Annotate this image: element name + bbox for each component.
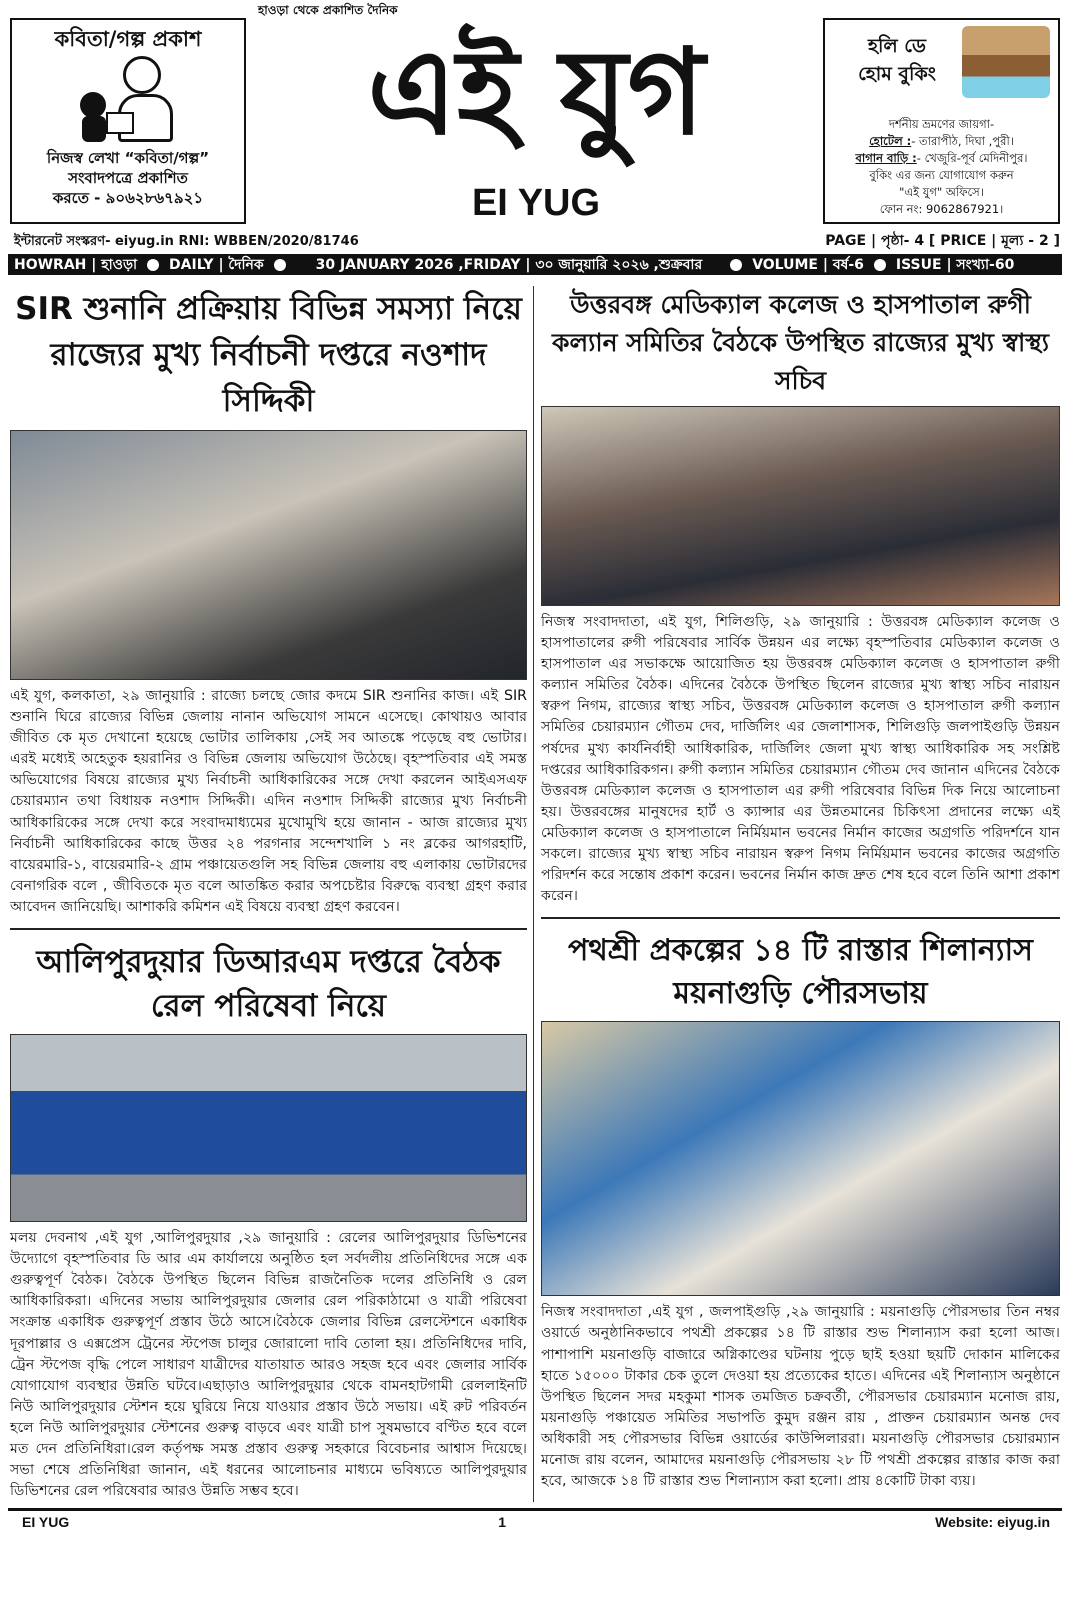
footer-brand: EI YUG <box>22 1514 70 1531</box>
bullet-icon <box>274 259 286 271</box>
article-body: নিজস্ব সংবাদদাতা ,এই যুগ , জলপাইগুড়ি ,২৯ জানুয়ারি : ময়নাগুড়ি পৌরসভার তিন নম্বর ওয়ার্ডে অনুষ্ঠানিকভাবে পথশ্রী প্রকল্পের ১৪ টি রাস্তার শুভ শিলান্যাস করা হলো আজ। পাশাপাশি ময়নাগুড়ি বাজারে অগ্নিকাণ্ডের ঘটনায় পুড়ে ছাই হওয়া ছয়টি দোকান মালিকের হাতে ১৫০০০ টাকার চেক তুলে দেওয়া হয় প্রত্যেকের হাতে। এদিনের এই শিলান্যাস অনুষ্ঠানে উপস্থিত ছিলেন সদর মহকুমা শাসক তমজিত চক্রবর্তী, পৌরসভার চেয়ারম্যান মনোজ রায়, ময়নাগুড়ি পঞ্চায়েত সমিতির সভাপতি কুমুদ রঞ্জন রায় , প্রাক্তন চেয়ারম্যান অনন্ত দেব অধিকারী সহ পৌরসভার বিভিন্ন ওয়ার্ডের কাউন্সিলাররা। ময়নাগুড়ি পৌরসভার চেয়ারম্যান মনোজ রায় বলেন, আমাদের ময়নাগুড়ি পৌরসভায় ২৮ টি পথশ্রী প্রকল্পের রাস্তার কাজ করা হবে, আজকে ১৪ টি রাস্তার শুভ শিলান্যাস করা হলো। প্রায় ৪কোটি টাকা ব্যয়। <box>541 1304 1060 1490</box>
section-divider <box>541 917 1060 919</box>
article-body: নিজস্ব সংবাদদাতা, এই যুগ, শিলিগুড়ি, ২৯ জানুয়ারি : উত্তরবঙ্গ মেডিক্যাল কলেজ ও হাসপাতালের রুগী পরিষেবার সার্বিক উন্নয়ন এর লক্ষ্যে বৃহস্পতিবার মেডিক্যাল কলেজ ও হাসপাতাল এর সভাকক্ষে আয়োজিত হয় উত্তরবঙ্গ মেডিক্যাল কলেজ ও হাসপাতাল রুগী কল্যান সমিতির বৈঠক। এদিনের বৈঠকে উপস্থিত ছিলেন রাজ্যের মুখ্য স্বাস্থ্য সচিব নারায়ন স্বরুপ নিগম, রাজ্যের স্বাস্থ্য সচিব, উত্তরবঙ্গ মেডিক্যাল কলেজ ও হাসপাতাল রুগী কল্যান সমিতির চেয়ারম্যান গৌতম দেব, দার্জিলিং এর জেলাশাসক, শিলিগুড়ি জলপাইগুড়ি উন্নয়ন পর্ষদের মুখ্য কার্যনির্বাহী আধিকারিক, দার্জিলিং জেলা মুখ্য স্বাস্থ্য আধিকারিক সহ সংশ্লিষ্ট দপ্তরের আধিকারিকগন। রুগী কল্যান সমিতির চেয়ারম্যান গৌতম দেব জানান এদিনের বৈঠকে উত্তরবঙ্গ মেডিক্যাল কলেজ ও হাসপাতাল এর রুগী পরিষেবার বিভিন্ন দিক নিয়ে আলোচনা হয়। উত্তরবঙ্গের মানুষদের হার্ট ও ক্যান্সার এর উন্নতমানের চিকিৎসা প্রদানের লক্ষ্যে এই মেডিক্যাল কলেজ ও হাসপাতালে নির্মিয়মান ভবনের নির্মান কাজের অগ্রগতি পরিদর্শনে যান সকলে। রাজ্যের মুখ্য স্বাস্থ্য সচিব নারায়ন স্বরুপ নিগম নির্মিয়মান ভবনের কাজের অগ্রগতি পরিদর্শন করে সন্তোষ প্রকাশ করেন। ভবনের নির্মান কাজ দ্রুত শেষ হবে বলে তিনি আশা প্রকাশ করেন। <box>541 614 1060 905</box>
ad-line: বুকিং এর জন্য যোগাযোগ করুন <box>869 168 1014 182</box>
masthead-area <box>0 0 1090 282</box>
article-body: মলয় দেবনাথ ,এই যুগ ,আলিপুরদুয়ার ,২৯ জানুয়ারি : রেলের আলিপুরদুয়ার ডিভিশনের উদ্যোগে বৃহস্পতিবার ডি আর এম কার্যালয়ে অনুষ্ঠিত হল সর্বদলীয় প্রতিনিধিদের সঙ্গে এক গুরুত্বপূর্ণ বৈঠক। বৈঠকে উপস্থিত ছিলেন বিভিন্ন রাজনৈতিক দলের প্রতিনিধি ও রেল আধিকারিকরা। এদিনের সভায় আলিপুরদুয়ার জেলার রেল পরিকাঠামো ও যাত্রী পরিষেবা সংক্রান্ত একাধিক গুরুত্বপূর্ণ প্রস্তাব উঠে আসে।বৈঠকে জেলার বিভিন্ন রেলস্টেশনে একাধিক দূরপাল্লার ও এক্সপ্রেস ট্রেনের স্টপেজ চালুর জোরালো দাবি তোলা হয়। প্রতিনিধিদের দাবি, ট্রেন স্টপেজ বৃদ্ধি পেলে সাধারণ যাত্রীদের যাতায়াত আরও সহজ হবে এবং জেলার সার্বিক যোগাযোগ ব্যবস্থার উন্নতি ঘটবে।এছাড়াও আলিপুরদুয়ার থেকে বামনহাটগামী রেললাইনটি নিউ আলিপুরদুয়ার স্টেশন হয়ে ঘুরিয়ে নিয়ে যাওয়ার প্রস্তাব উঠে সভায়। এই রুট পরিবর্তন হলে নিউ আলিপুরদুয়ার স্টেশনের গুরুত্ব বাড়বে এবং যাত্রী চাপ সুষমভাবে বণ্টিত হবে বলে মত দেন প্রতিনিধিরা।রেল কর্তৃপক্ষ সমস্ত প্রস্তাব গুরুত্ব সহকারে বিবেচনার আশ্বাস দিয়েছে। সভা শেষে প্রতিনিধিরা জানান, এই ধরনের আলোচনার মাধ্যমে ভবিষ্যতে আলিপুরদুয়ার ডিভিশনের রেল পরিষেবার আরও উন্নতি সম্ভব হবে। <box>10 1230 527 1500</box>
ad-phone: করতে - ৯০৬২৮৬৭৯২১ <box>52 189 204 207</box>
headline-pathashree: পথশ্রী প্রকল্পের ১৪ টি রাস্তার শিলান্যাস ময়নাগুড়ি পৌরসভায় <box>568 933 1033 1012</box>
photo-drm-office <box>10 1034 527 1222</box>
photo-foundation-ceremony <box>541 1021 1060 1296</box>
ad-line: দর্শনীয় ভ্রমণের জায়গা- <box>888 117 995 131</box>
hotel-places: - তারাপীঠ, দিঘা ,পুরী। <box>911 134 1014 148</box>
hotel-label: হোটেল : <box>869 134 912 148</box>
page-number: 1 <box>498 1514 507 1531</box>
masthead-tagline: হাওড়া থেকে প্রকাশিত দৈনিক <box>258 3 398 17</box>
poem-story-ad <box>10 18 246 224</box>
article-body: এই যুগ, কলকাতা, ২৯ জানুয়ারি : রাজ্যে চলছে জোর কদমে SIR শুনানির কাজ। এই SIR শুনানি ঘিরে রাজ্যের বিভিন্ন জেলায় নানান অভিযোগ সামনে এসেছে। কোথায়ও আবার জীবিত কে মৃত দেখানো হয়েছে ভোটার তালিকায় ,সেই সব আতঙ্কে পড়েছে বহু ভোটার। এরই মধ্যেই অহেতুক হয়রানির ও বিভিন্ন জেলায় অভিযোগ উঠেছে। বৃহস্পতিবার এই সমস্ত অভিযোগের বিষয়ে রাজ্যের মুখ্য নির্বাচনী আধিকারিকের সঙ্গে দেখা করলেন আইএসএফ চেয়ারম্যান তথা বিধায়ক নওশাদ সিদ্দিকী। এদিন নওশাদ সিদ্দিকী রাজ্যের মুখ্য নির্বাচনী আধিকারিকের সঙ্গে দেখা করে সংবাদমাধ্যমের মুখোমুখি হয়ে জানান - আজ রাজ্যের মুখ্য নির্বাচনী আধিকারিকের কাছে উত্তর ২৪ পরগনার সন্দেশখালি ১ নং ব্লকের আগরহাটি, বায়েরমারি-১, বায়েরমারি-২ গ্রাম পঞ্চায়েতগুলি সহ বিভিন্ন জেলায় বহু এলাকায় ভোটারদের বেনাগরিক বলে , জীবিতকে মৃত বলে আতঙ্কিত করার অপচেষ্টার বিরুদ্ধে ব্যবস্থা গ্রহণ করার আবেদন জানিয়েছি। আশাকরি কমিশন এই বিষয়ে ব্যবস্থা গ্রহণ করবেন। <box>10 688 527 915</box>
ad-line: "এই যুগ" অফিসে। <box>899 185 984 199</box>
ad-phone: ফোন নং: 9062867921। <box>879 202 1004 216</box>
ad-title: হোম বুকিং <box>858 63 936 85</box>
hut-illustration-icon <box>962 26 1050 98</box>
issue: ISSUE | সংখ্যা-60 <box>895 256 1015 273</box>
place: HOWRAH | হাওড়া <box>14 256 138 273</box>
news-columns <box>0 282 1090 1502</box>
masthead-title-en: EI YUG <box>471 182 601 224</box>
ad-line: নিজস্ব লেখা “কবিতা/গল্প” <box>46 149 210 167</box>
footer-website[interactable]: Website: eiyug.in <box>935 1514 1050 1531</box>
reading-illustration-icon <box>68 56 188 144</box>
ad-line: সংবাদপত্রে প্রকাশিত <box>68 169 188 187</box>
footer <box>0 1511 1090 1536</box>
left-column <box>10 286 534 1502</box>
masthead-title: এই যুগ <box>367 23 705 161</box>
ad-title: হলি ডে <box>868 35 926 57</box>
holiday-home-ad <box>823 18 1060 224</box>
bullet-icon <box>874 259 886 271</box>
headline-alipurduar-drm: আলিপুরদুয়ার ডিআরএম দপ্তরে বৈঠক রেল পরিষেবা নিয়ে <box>36 944 501 1025</box>
page-price-info: PAGE | পৃষ্ঠা- 4 [ PRICE | মূল্য - 2 ] <box>825 233 1060 249</box>
section-divider <box>10 928 527 930</box>
bullet-icon <box>147 259 159 271</box>
photo-medical-meeting <box>541 406 1060 606</box>
headline-medical-college: উত্তরবঙ্গ মেডিক্যাল কলেজ ও হাসপাতাল রুগী কল্যান সমিতির বৈঠকে উপস্থিত রাজ্যের মুখ্য স্বাস্থ্য সচিব <box>551 290 1050 395</box>
headline-sir-hearing: SIR শুনানি প্রক্রিয়ায় বিভিন্ন সমস্যা নিয়ে রাজ্যের মুখ্য নির্বাচনী দপ্তরে নওশাদ সিদ্দিকী <box>15 291 522 419</box>
bullet-icon <box>730 259 742 271</box>
photo-naushad-siddiqui <box>10 430 527 680</box>
web-rni-info: ইন্টারনেট সংস্করণ- eiyug.in RNI: WBBEN/2020/81746 <box>14 234 359 249</box>
volume: VOLUME | বর্ষ-6 <box>752 256 864 273</box>
ad-title: কবিতা/গল্প প্রকাশ <box>54 27 202 51</box>
dateline-bar <box>8 254 1062 275</box>
garden-places: - খেজুরি-পূর্ব মেদিনীপুর। <box>916 151 1028 165</box>
right-column <box>534 286 1060 1502</box>
issue-date: 30 JANUARY 2026 ,FRIDAY | ৩০ জানুয়ারি ২০২৬ ,শুক্রবার <box>315 256 703 273</box>
garden-label: বাগান বাড়ি : <box>855 151 917 165</box>
frequency: DAILY | দৈনিক <box>169 256 264 273</box>
